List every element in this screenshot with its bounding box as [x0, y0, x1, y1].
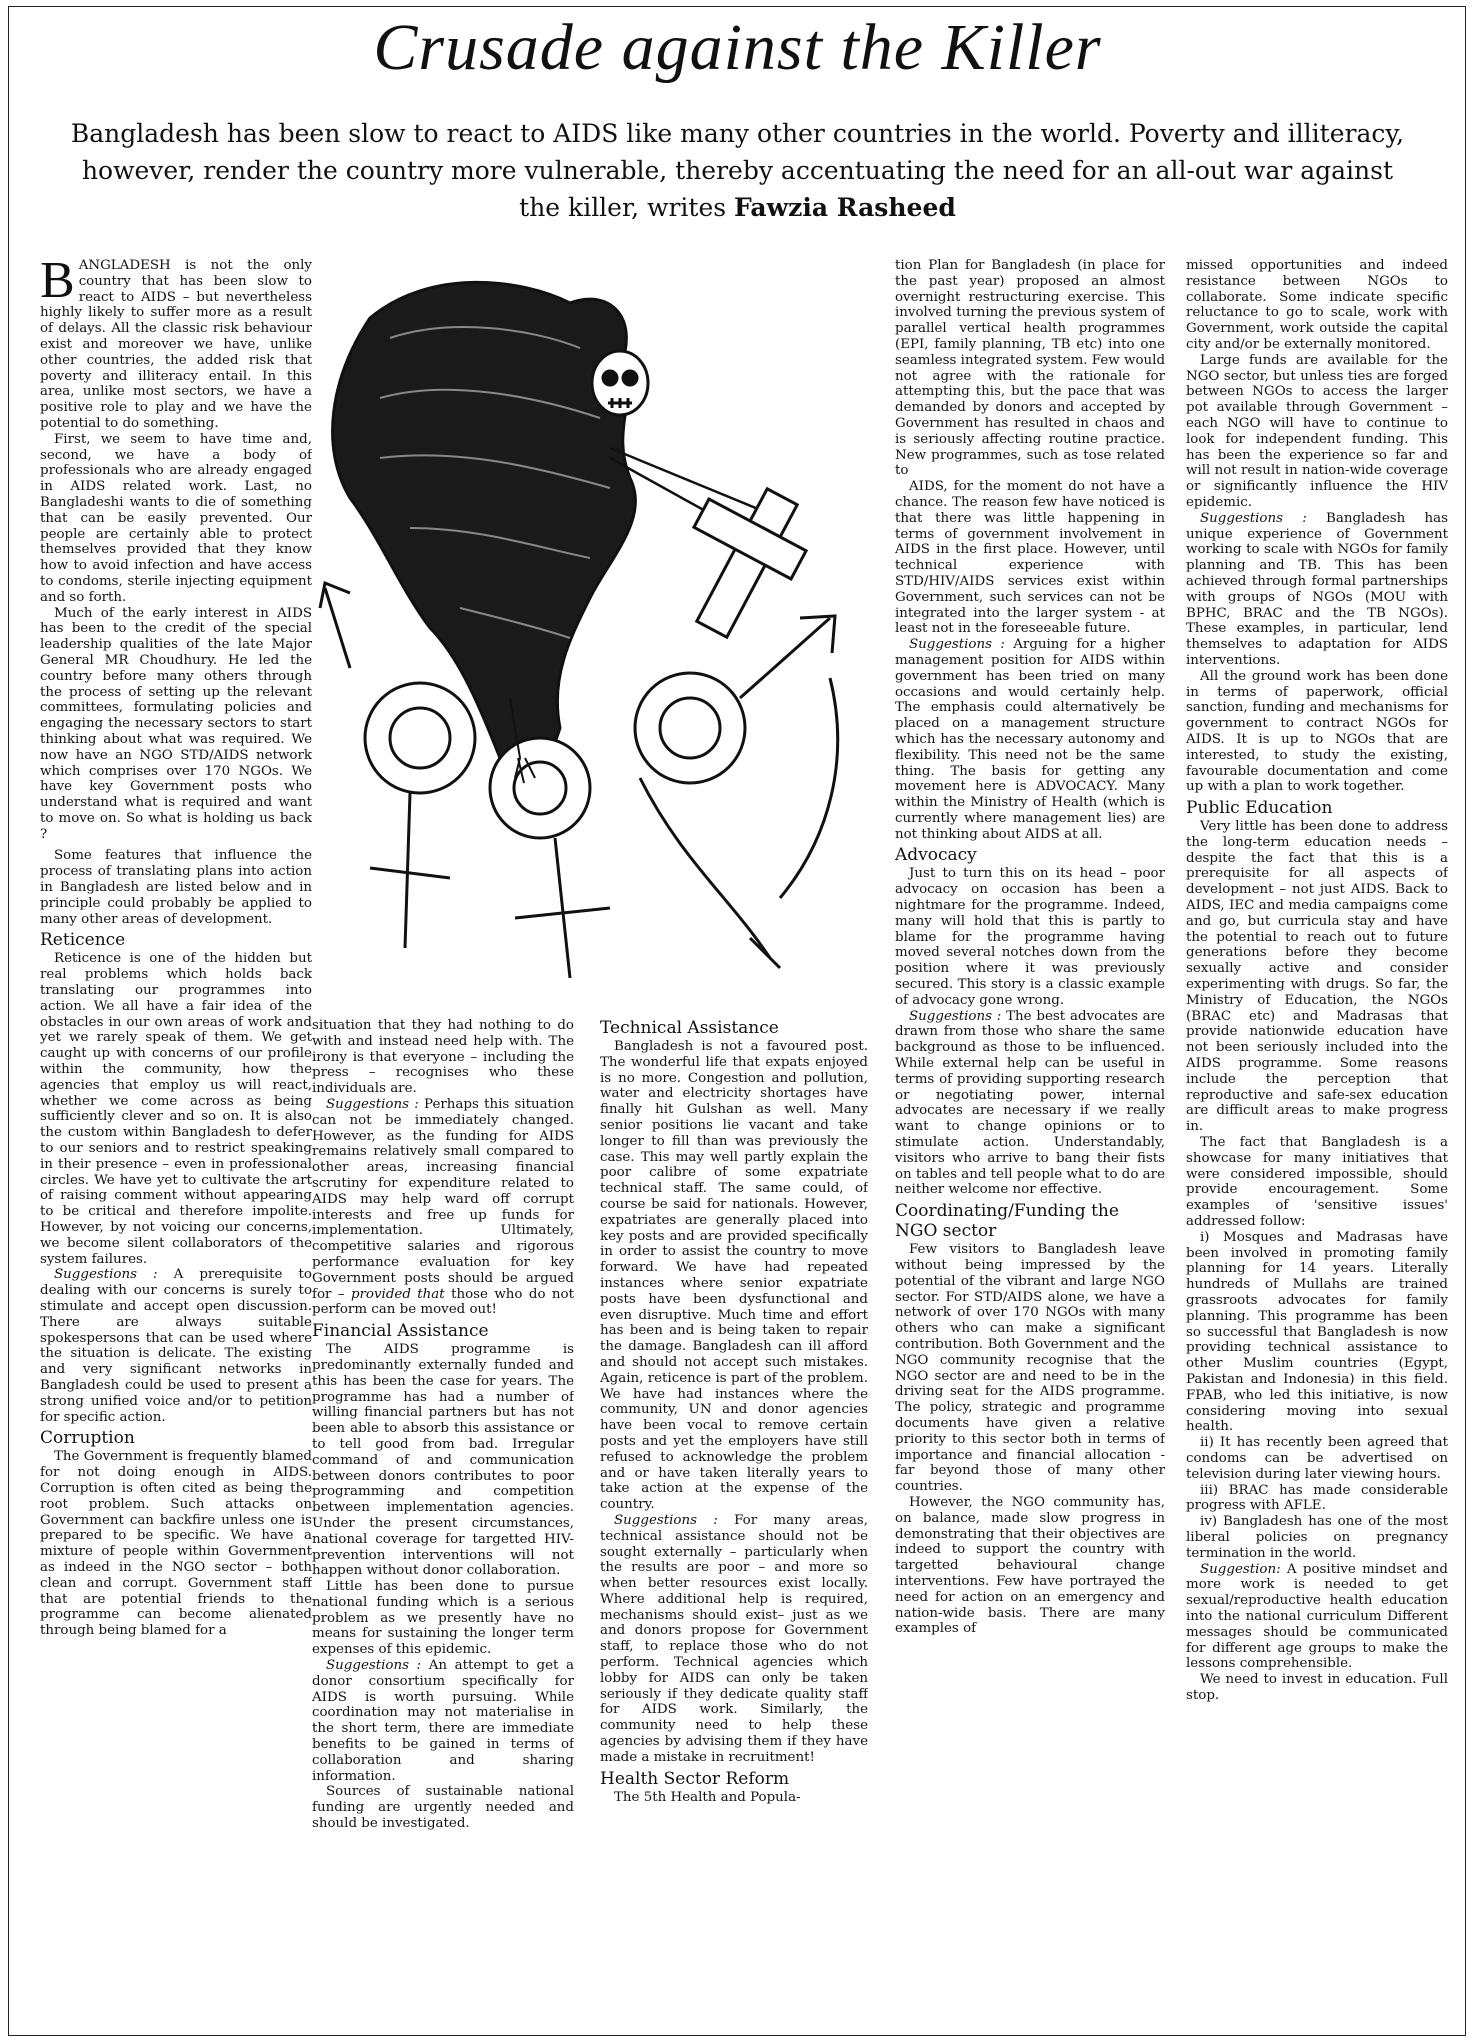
section-heading: Advocacy — [895, 845, 977, 866]
paragraph — [1186, 511, 1448, 669]
paragraph: ii) It has recently been agreed that condoms can be advertised on television during later viewing hours. — [1186, 1435, 1448, 1482]
paragraph-text: A prerequisite to dealing with our concerns is surely to stimulate and accept open discussion. There are always suitable spokespersons that can be used where the situation is delicate. The existing and very significant networks in Bangladesh could be used to present a strong unified voice and/or to petition for specific action. — [40, 1267, 312, 1425]
suggestions-label: Suggestions : — [326, 1658, 422, 1674]
standfirst — [60, 115, 1415, 226]
paragraph: tion Plan for Bangladesh (in place for the past year) proposed an almost overnight restructuring exercise. This involved turning the previous system of parallel vertical health programmes (EPI, family planning, TB etc) into one seamless integrated system. Few would not agree with the rationale for attempting this, but the pace that was demanded by donors and accepted by Government has resulted in chaos and is seriously affecting routine practice. New programmes, such as tose related to — [895, 258, 1165, 479]
column-2 — [312, 1018, 574, 2028]
paragraph-text: A positive mindset and more work is needed to get sexual/reproductive health education into the national curriculum Different messages should be communicated for different age groups to make the lessons comprehensible. — [1186, 1561, 1448, 1672]
paragraph: Much of the early interest in AIDS has been to the credit of the special leadership qualities of the late Major General MR Choudhury. He led the country before many others through the process of setting up the relevant committees, formulating policies and engaging the necessary sectors to start thinking about what was required. We now have an NGO STD/AIDS network which comprises over 170 NGOs. We have key Government posts who understand what is required and want to move on. So what is holding us back ? — [40, 605, 312, 842]
paragraph-text: Arguing for a higher management position for AIDS within government has been tried on many occasions and would certainly help. The emphasis could alternatively be placed on a management structure which has the necessary autonomy and flexibility. This need not be the same thing. The basis for getting any movement here is ADVOCACY. Many within the Ministry of Health (which is currently where management lies) are not thinking about AIDS at all. — [895, 637, 1165, 842]
paragraph: Bangladesh is not a favoured post. The wonderful life that expats enjoyed is no more. Congestion and pollution, water and electricity shortages have finally hit Gulshan as well. Many senior positions lie vacant and take longer to fill than was previously the case. This may well partly explain the poor calibre of some expatriate technical staff. The same could, of course be said for nationals. However, expatriates are generally placed into key posts and are provided specifically in order to assist the country to move forward. We have had repeated instances where senior expatriate posts have been dysfunctional and even disruptive. Much time and effort has been and is being taken to repair the damage. Bangladesh can ill afford and should not accept such mistakes. Again, reticence is part of the problem. We have had instances where the community, UN and donor agencies have been vocal to remove certain posts and yet the employers have still refused to acknowledge the problem and or have taken literally years to take action at the expense of the country. — [600, 1039, 868, 1513]
paragraph — [312, 1658, 574, 1784]
section-heading: Technical Assistance — [600, 1018, 779, 1038]
paragraph — [895, 637, 1165, 842]
paragraph: situation that they had nothing to do with and instead need help with. The irony is that everyone – including the press – recognises who these individuals are. — [312, 1018, 574, 1097]
paragraph — [600, 1513, 868, 1766]
column-5 — [1186, 258, 1448, 2028]
suggestions-label: Suggestion: — [1200, 1561, 1281, 1577]
paragraph — [312, 1097, 574, 1318]
section-heading: Financial Assistance — [312, 1321, 489, 1342]
column-3 — [600, 1018, 868, 2028]
paragraph-text: The best advocates are drawn from those who share the same background as those to be influenced. While external help can be useful in terms of providing supporting research or negotiating power, internal advocates are necessary if we really want to change opinions or to stimulate action. Understandably, visitors who arrive to bang their fists on tables and tell people what to do are neither welcome nor effective. — [895, 1008, 1165, 1198]
paragraph: However, the NGO community has, on balance, made slow progress in demonstrating that their objectives are indeed to support the country with targetted behavioural change interventions. Few have portrayed the need for action on an emergency and nation-wide basis. There are many examples of — [895, 1494, 1165, 1637]
paragraph: iv) Bangladesh has one of the most liberal policies on pregnancy termination in the world. — [1186, 1514, 1448, 1561]
cross-symbol — [694, 489, 806, 637]
paragraph: The Government is frequently blamed for not doing enough in AIDS. Corruption is often cited as being the root problem. Such attacks on Government can backfire unless one is prepared to be specific. We have a mixture of people within Government as indeed in the NGO sector – both clean and corrupt. Government staff that are potential friends to the programme can become alienated through being blamed for a — [40, 1449, 312, 1639]
headline: Crusade against the Killer — [373, 11, 1102, 84]
paragraph-text: For many areas, technical assistance should not be sought externally – particularly when the results are poor – and more so when better resources exist locally. Where additional help is required, mechanisms should exist– just as we and donors propose for Government staff, to replace those who do not perform. Technical agencies which lobby for AIDS can only be taken seriously if they dedicate quality staff for AIDS work. Similarly, the community need to help these agencies by advising them if they have made a mistake in recruitment! — [600, 1512, 868, 1765]
suggestions-label: Suggestions : — [909, 637, 1005, 653]
paragraph: Little has been done to pursue national funding which is a serious problem as we presently have no means for sustaining the longer term expenses of this epidemic. — [312, 1579, 574, 1658]
standfirst-text: Bangladesh has been slow to react to AIDS like many other countries in the world. Poverty and illiteracy, however, render the country more vulnerable, thereby accentuating the need for an all-out war against the killer, writes — [70, 119, 1405, 222]
section-heading: Health Sector Reform — [600, 1768, 790, 1789]
paragraph: The 5th Health and Popula- — [614, 1789, 801, 1805]
author-byline: Fawzia Rasheed — [734, 193, 956, 222]
paragraph: All the ground work has been done in terms of paperwork, official sanction, funding and mechanisms for government to contract NGOs for AIDS. It is up to NGOs that are interested, to study the existing, favourable documentation and come up with a plan to work together. — [1186, 668, 1448, 795]
paragraph: i) Mosques and Madrasas have been involved in promoting family planning for 14 years. Literally hundreds of Mullahs are trained grassroots advocates for family planning. This programme has been so successful that Bangladesh is now providing technical assistance to other Muslim countries (Egypt, Pakistan and Indonesia) in this field. FPAB, who led this initiative, is now considering moving into sexual health. — [1186, 1229, 1448, 1435]
paragraph-text: Bangladesh has unique experience of Government working to scale with NGOs for family planning and TB. This has been achieved through formal partnerships with groups of NGOs (MOU with BPHC, BRAC and the TB NGOs). These examples, in particular, lend themselves to adaptation for AIDS interventions. — [1186, 510, 1448, 668]
paragraph: iii) BRAC has made considerable progress with AFLE. — [1186, 1482, 1448, 1514]
grim-reaper-illustration — [310, 258, 890, 1028]
paragraph: Few visitors to Bangladesh leave without being impressed by the potential of the vibrant and large NGO sector. For STD/AIDS alone, we have a network of over 170 NGOs with many others who can make a significant contribution. Both Government and the NGO community recognise that the NGO sector are and need to be in the driving seat for the AIDS programme. The policy, strategic and programme documents have given a relative priority to this sector both in terms of importance and financial allocation - far beyond those of many other countries. — [895, 1242, 1165, 1495]
paragraph: Large funds are available for the NGO sector, but unless ties are forged between NGOs to access the larger pot available through Government – each NGO will have to continue to look for independent funding. This has been the experience so far and will not result in nation-wide coverage or significantly influence the HIV epidemic. — [1186, 352, 1448, 510]
paragraph: Just to turn this on its head – poor advocacy on occasion has been a nightmare for the programme. Indeed, many will hold that this is partly to blame for the programme having moved several notches down from the position where it was previously secured. This story is a classic example of advocacy gone wrong. — [895, 866, 1165, 1008]
suggestions-label: Suggestions : — [54, 1267, 158, 1283]
paragraph-text: ANGLADESH is not the only country that has been slow to react to AIDS – but nevertheless highly likely to suffer more as a result of delays. All the classic risk behaviour exist and moreover we have, unlike other countries, the added risk that poverty and illiteracy entail. In this area, unlike most sectors, we have a positive role to play and we have the potential to do something. — [40, 258, 312, 431]
paragraph — [40, 258, 312, 432]
paragraph: missed opportunities and indeed resistance between NGOs to collaborate. Some indicate specific reluctance to go to scale, work with Government, work outside the capital city and/or be externally monitored. — [1186, 258, 1448, 352]
paragraph — [1186, 1562, 1448, 1673]
section-heading: Coordinating/Funding the NGO sector — [895, 1201, 1119, 1242]
paragraph: We need to invest in education. Full stop. — [1186, 1672, 1448, 1703]
suggestions-label: Suggestions : — [614, 1512, 718, 1528]
skull — [592, 351, 648, 415]
paragraph — [895, 1009, 1165, 1199]
paragraph: First, we seem to have time and, second, we have a body of professionals who are already engaged in AIDS related work. Last, no Bangladeshi wants to die of something that can be easily prevented. Our people are certainly able to protect themselves provided that they know how to avoid infection and have access to condoms, sterile injecting equipment and so forth. — [40, 431, 312, 605]
gender-symbols — [320, 583, 838, 978]
paragraph-text: Perhaps this situation can not be immediately changed. However, as the funding for AIDS remains relatively small compared to other areas, increasing financial scrutiny for expenditure related to AIDS may help ward off corrupt interests and free up funds for implementation. Ultimately, competitive salaries and rigorous performance evaluation for key Government posts should be argued for – — [312, 1096, 574, 1302]
drop-cap: B — [40, 258, 75, 309]
paragraph: The fact that Bangladesh is a showcase for many initiatives that were considered impossible, should provide encouragement. Some examples of 'sensitive issues' addressed follow: — [1186, 1135, 1448, 1230]
paragraph: Some features that influence the process of translating plans into action in Bangladesh are listed below and in principle could probably be applied to many other areas of development. — [40, 848, 312, 927]
paragraph: AIDS, for the moment do not have a chance. The reason few have noticed is that there was little happening in terms of government involvement in AIDS in the first place. However, until technical experience with STD/HIV/AIDS services exist within Government, such services can not be integrated into the larger system - at least not in the foreseeable future. — [895, 479, 1165, 637]
paragraph-text: those who do not perform can be moved out! — [312, 1286, 574, 1318]
paragraph: Very little has been done to address the long-term education needs – despite the fact that this is a prerequisite for all aspects of development – not just AIDS. Back to AIDS, IEC and media campaigns come and go, but curricula stay and have the potential to reach out to future generations before they become sexually active and consider experimenting with drugs. So far, the Ministry of Education, the NGOs (BRAC etc) and Madrasas that provide nationwide education have not been seriously included into the AIDS programme. Some reasons include the perception that reproductive and safe-sex education are difficult areas to make progress in. — [1186, 819, 1448, 1135]
suggestions-label: Suggestions : — [1200, 510, 1307, 526]
column-1 — [40, 258, 312, 2028]
paragraph: The AIDS programme is predominantly externally funded and this has been the case for years. The programme has had a number of willing financial partners but has not been able to absorb this assistance or to tell good from bad. Irregular command of and communication between donors contributes to poor programming and competition between implementation agencies. Under the present circumstances, national coverage for targetted HIV-prevention interventions will not happen without donor collaboration. — [312, 1342, 574, 1579]
paragraph — [40, 1267, 312, 1425]
section-heading: Corruption — [40, 1428, 135, 1449]
suggestions-label: Suggestions : — [326, 1096, 419, 1112]
paragraph-text: An attempt to get a donor consortium specifically for AIDS is worth pursuing. While coordination may not materialise in the short term, there are immediate benefits to be gained in terms of collaboration and sharing information. — [312, 1658, 574, 1784]
emphasis: provided that — [350, 1286, 445, 1302]
paragraph: Sources of sustainable national funding are urgently needed and should be investigated. — [312, 1784, 574, 1832]
section-heading: Public Education — [1186, 798, 1333, 819]
suggestions-label: Suggestions : — [909, 1008, 1002, 1024]
paragraph: Reticence is one of the hidden but real problems which holds back translating our programmes into action. We all have a fair idea of the obstacles in our own areas of work and yet we rarely speak of them. We get caught up with concerns of our profile within the community, how the agencies that employ us will react, whether we come across as being sufficiently clever and so on. It is also the custom within Bangladesh to defer to our seniors and to restrict speaking in their presence – even in professional circles. We have yet to cultivate the art of raising comment without appearing to be critical and therefore impolite. However, by not voicing our concerns, we become silent collaborators of the system failures. — [40, 951, 312, 1267]
section-heading: Reticence — [40, 930, 126, 951]
column-4 — [895, 258, 1165, 2028]
